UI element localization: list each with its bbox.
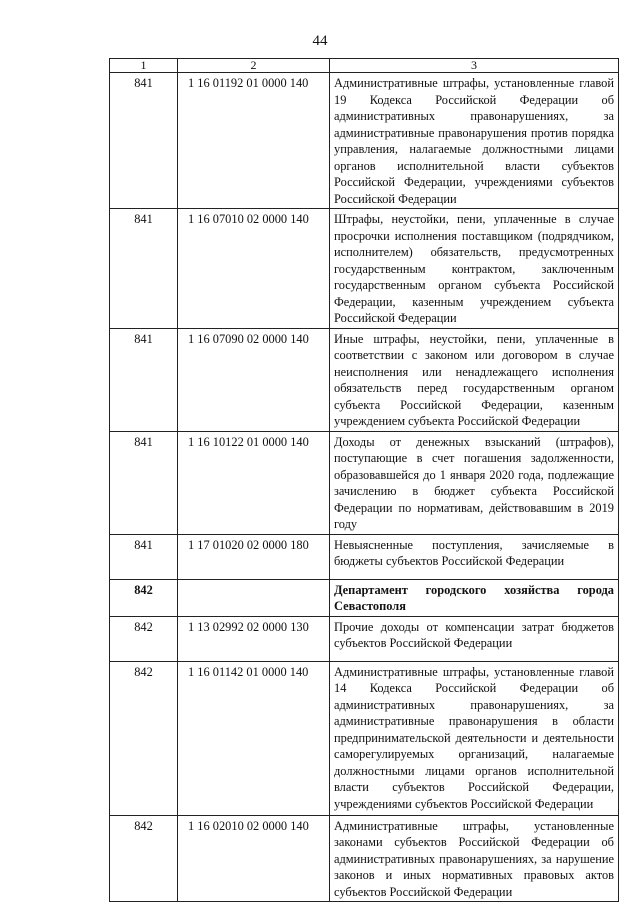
classification-code-cell: 1 16 07010 02 0000 140 <box>178 209 330 329</box>
classification-code-cell: 1 16 01142 01 0000 140 <box>178 661 330 815</box>
table-row <box>110 815 619 902</box>
table-row <box>110 209 619 329</box>
revenue-table <box>109 58 619 902</box>
admin-code-cell: 841 <box>110 73 178 209</box>
classification-code-cell <box>178 579 330 616</box>
table-row <box>110 579 619 616</box>
admin-code-cell: 842 <box>110 579 178 616</box>
admin-code-cell: 842 <box>110 616 178 661</box>
classification-code-cell: 1 16 02010 02 0000 140 <box>178 815 330 902</box>
page-number: 44 <box>312 33 328 49</box>
description-cell: Департамент городского хозяйства города Севастополя <box>330 579 619 616</box>
description-cell: Невыясненные поступления, зачисляемые в бюджеты субъектов Российской Федерации <box>330 534 619 579</box>
table-row <box>110 616 619 661</box>
classification-code-cell: 1 16 07090 02 0000 140 <box>178 328 330 431</box>
description-cell: Доходы от денежных взысканий (штрафов), поступающие в счет погашения задолженности, образовавшейся до 1 января 2020 года, подлежащие зачислению в бюджет субъекта Российской Федерации по нормативам, действовавшим в 2019 году <box>330 431 619 534</box>
admin-code-cell: 842 <box>110 661 178 815</box>
column-header: 1 <box>110 59 178 73</box>
table-row <box>110 73 619 209</box>
description-cell: Прочие доходы от компенсации затрат бюджетов субъектов Российской Федерации <box>330 616 619 661</box>
description-cell: Иные штрафы, неустойки, пени, уплаченные в соответствии с законом или договором в случае неисполнения или ненадлежащего исполнения обязательств перед государственным органом субъекта Российской Федерации, казенным учреждением субъекта Российской Федерации <box>330 328 619 431</box>
description-cell: Административные штрафы, установленные главой 14 Кодекса Российской Федерации об административных правонарушениях, за административные правонарушения в области предпринимательской деятельности и деятельности саморегулируемых организаций, налагаемые должностными лицами органов исполнительной власти субъектов Российской Федерации, учреждениями субъектов Российской Федерации <box>330 661 619 815</box>
admin-code-cell: 841 <box>110 534 178 579</box>
classification-code-cell: 1 16 01192 01 0000 140 <box>178 73 330 209</box>
description-cell: Административные штрафы, установленные законами субъектов Российской Федерации об административных правонарушениях, за нарушение законов и иных нормативных правовых актов субъектов Российской Федерации <box>330 815 619 902</box>
table-row <box>110 328 619 431</box>
admin-code-cell: 842 <box>110 815 178 902</box>
admin-code-cell: 841 <box>110 209 178 329</box>
table-row <box>110 431 619 534</box>
column-header: 3 <box>330 59 619 73</box>
classification-code-cell: 1 13 02992 02 0000 130 <box>178 616 330 661</box>
description-cell: Административные штрафы, установленные главой 19 Кодекса Российской Федерации об административных правонарушениях, за административные правонарушения против порядка управления, налагаемые должностными лицами органов исполнительной власти субъектов Российской Федерации, учреждениями субъектов Российской Федерации <box>330 73 619 209</box>
admin-code-cell: 841 <box>110 431 178 534</box>
admin-code-cell: 841 <box>110 328 178 431</box>
column-header: 2 <box>178 59 330 73</box>
table-header-row <box>110 59 619 73</box>
classification-code-cell: 1 16 10122 01 0000 140 <box>178 431 330 534</box>
description-cell: Штрафы, неустойки, пени, уплаченные в случае просрочки исполнения поставщиком (подрядчиком, исполнителем) обязательств, предусмотренных государственным контрактом, заключенным государственным органом субъекта Российской Федерации, казенным учреждением субъекта Российской Федерации <box>330 209 619 329</box>
classification-code-cell: 1 17 01020 02 0000 180 <box>178 534 330 579</box>
table-row <box>110 661 619 815</box>
table-row <box>110 534 619 579</box>
